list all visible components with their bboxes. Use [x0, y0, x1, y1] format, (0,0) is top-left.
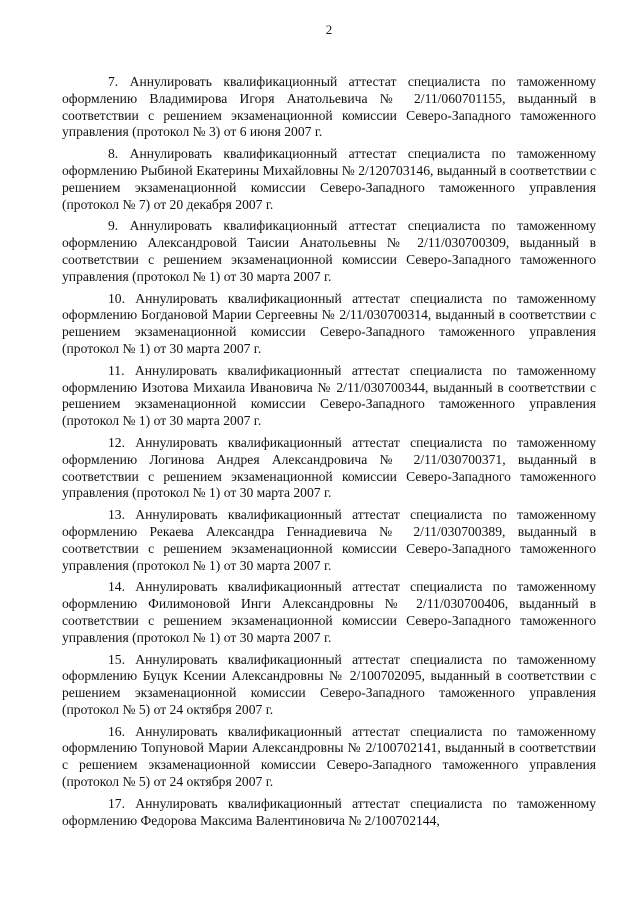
order-items [62, 74, 596, 829]
order-item-16: 16. Аннулировать квалификационный аттестат специалиста по таможенному оформлению Топуновой Марии Александровны № 2/100702141, выданный в соответствии с решением экзаменационной комиссии Северо-Западного таможенного управления (протокол № 5) от 24 октября 2007 г. [62, 723, 596, 790]
order-item-17: 17. Аннулировать квалификационный аттестат специалиста по таможенному оформлению Федорова Максима Валентиновича № 2/100702144, [62, 795, 596, 828]
page-number: 2 [325, 22, 333, 37]
order-item-12: 12. Аннулировать квалификационный аттестат специалиста по таможенному оформлению Логинова Андрея Александровича № 2/11/030700371, выданный в соответствии с решением экзаменационной комиссии Северо-Западного таможенного управления (протокол № 1) от 30 марта 2007 г. [62, 434, 596, 501]
order-item-8: 8. Аннулировать квалификационный аттестат специалиста по таможенному оформлению Рыбиной Екатерины Михайловны № 2/120703146, выданный в соответствии с решением экзаменационной комиссии Северо-Западного таможенного управления (протокол № 7) от 20 декабря 2007 г. [62, 146, 596, 212]
order-item-15: 15. Аннулировать квалификационный аттестат специалиста по таможенному оформлению Буцук Ксении Александровны № 2/100702095, выданный в соответствии с решением экзаменационной комиссии Северо-Западного таможенного управления (протокол № 5) от 24 октября 2007 г. [62, 651, 596, 717]
order-item-7: 7. Аннулировать квалификационный аттестат специалиста по таможенному оформлению Владимирова Игоря Анатольевича № 2/11/060701155, выданный в соответствии с решением экзаменационной комиссии Северо-Западного таможенного управления (протокол № 3) от 6 июня 2007 г. [62, 74, 596, 140]
order-item-9: 9. Аннулировать квалификационный аттестат специалиста по таможенному оформлению Александровой Таисии Анатольевны № 2/11/030700309, выданный в соответствии с решением экзаменационной комиссии Северо-Западного таможенного управления (протокол № 1) от 30 марта 2007 г. [62, 218, 596, 284]
order-item-11: 11. Аннулировать квалификационный аттестат специалиста по таможенному оформлению Изотова Михаила Ивановича № 2/11/030700344, выданный в соответствии с решением экзаменационной комиссии Северо-Западного таможенного управления (протокол № 1) от 30 марта 2007 г. [62, 362, 596, 429]
order-item-13: 13. Аннулировать квалификационный аттестат специалиста по таможенному оформлению Рекаева Александра Геннадиевича № 2/11/030700389, выданный в соответствии с решением экзаменационной комиссии Северо-Западного таможенного управления (протокол № 1) от 30 марта 2007 г. [62, 507, 596, 573]
order-item-10: 10. Аннулировать квалификационный аттестат специалиста по таможенному оформлению Богдановой Марии Сергеевны № 2/11/030700314, выданный в соответствии с решением экзаменационной комиссии Северо-Западного таможенного управления (протокол № 1) от 30 марта 2007 г. [62, 290, 596, 356]
order-item-14: 14. Аннулировать квалификационный аттестат специалиста по таможенному оформлению Филимоновой Инги Александровны № 2/11/030700406, выданный в соответствии с решением экзаменационной комиссии Северо-Западного таможенного управления (протокол № 1) от 30 марта 2007 г. [62, 579, 596, 645]
